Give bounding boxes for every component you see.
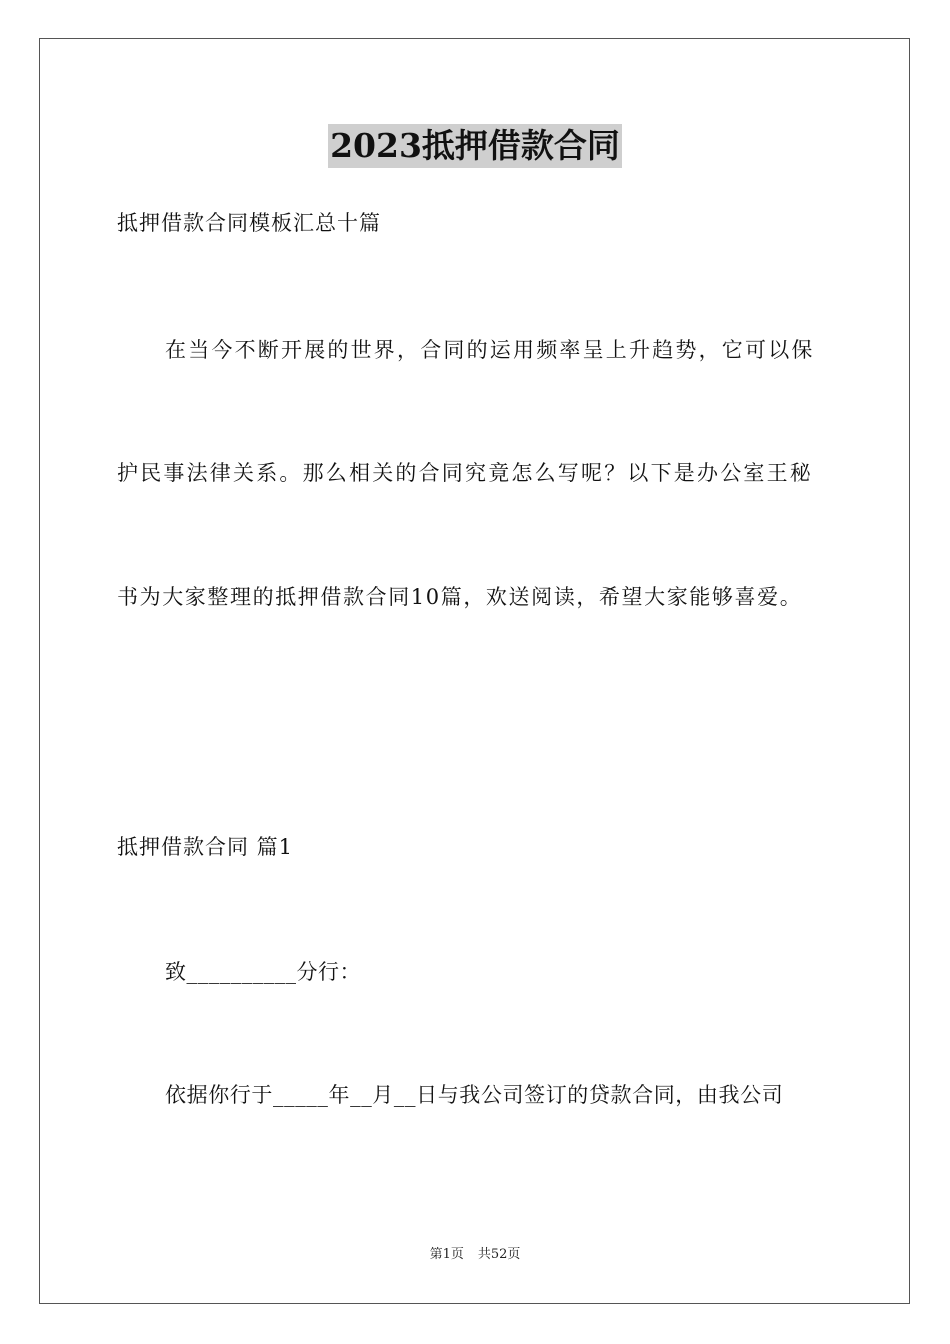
title-wrap — [0, 124, 950, 168]
intro-line-2: 护民事法律关系。那么相关的合同究竟怎么写呢？以下是办公室王秘 — [117, 461, 813, 485]
body-line-1: 依据你行于_____年__月__日与我公司签订的贷款合同，由我公司 — [165, 1083, 784, 1107]
document-title: 2023抵押借款合同 — [328, 124, 622, 168]
page-number: 第1页 — [429, 1247, 464, 1262]
page-total: 共52页 — [477, 1247, 521, 1262]
salutation: 致__________分行： — [165, 960, 361, 984]
section-heading: 抵押借款合同 篇1 — [117, 835, 294, 859]
document-subtitle: 抵押借款合同模板汇总十篇 — [117, 211, 381, 235]
intro-line-1: 在当今不断开展的世界，合同的运用频率呈上升趋势，它可以保 — [165, 338, 815, 362]
page-footer — [0, 1246, 950, 1264]
intro-line-3: 书为大家整理的抵押借款合同10篇，欢送阅读，希望大家能够喜爱。 — [117, 585, 803, 609]
